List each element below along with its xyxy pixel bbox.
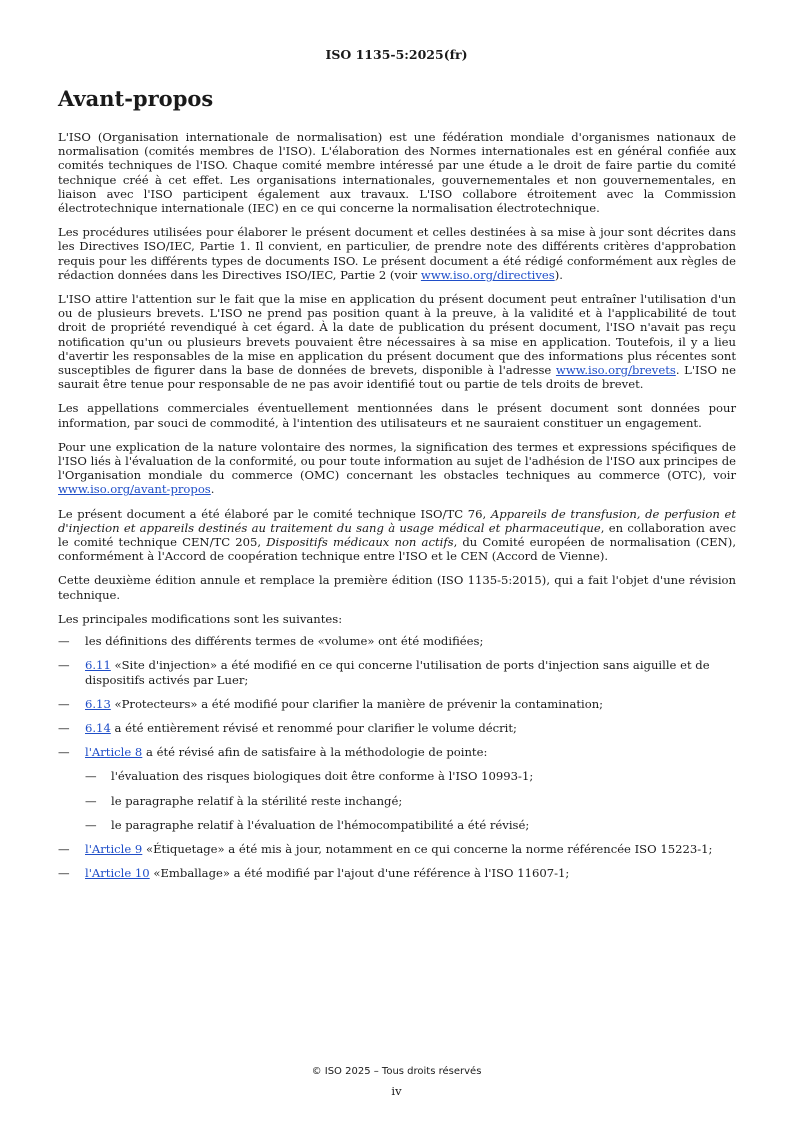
list-item: — 6.14 a été entièrement révisé et renommé pour clarifier le volume décrit;: [58, 720, 517, 735]
link-clause-6-14[interactable]: 6.14: [85, 720, 111, 735]
paragraph-iso-intro: L'ISO (Organisation internationale de normalisation) est une fédération mondiale d'organismes nationaux de normalisation (comités membres de l'ISO). L'élaboration des Normes internationales est en général confiée aux comités techniques de l'ISO. Chaque comité membre intéressé par une étude a le droit de faire partie du comité technique créé à cet effet. Les organisations internationales, gouvernementales et non gouvernementales, en liaison avec l'ISO participent également aux travaux. L'ISO collabore étroitement avec la Commission électrotechnique internationale (IEC) en ce qui concerne la normalisation électrotechnique.: [58, 130, 736, 216]
list-item: — l'Article 9 «Étiquetage» a été mis à jour, notamment en ce qui concerne la norme référencée ISO 15223-1;: [58, 841, 713, 856]
link-directives[interactable]: www.iso.org/directives: [420, 267, 555, 282]
list-item: — l'Article 10 «Emballage» a été modifié par l'ajout d'une référence à l'ISO 11607-1;: [58, 866, 570, 881]
list-item: — les définitions des différents termes de «volume» ont été modifiées;: [58, 634, 484, 649]
sub-list-item: — le paragraphe relatif à l'évaluation de l'hémocompatibilité a été révisé;: [85, 817, 530, 832]
paragraph-voluntary-nature: Pour une explication de la nature volontaire des normes, la signification des termes et expressions spécifiques de l'ISO liés à l'évaluation de la conformité, ou pour toute information au sujet de l'adhésion de l'ISO aux principes de l'Organisation mondiale du commerce (OMC) concernant les obstacles techniques au commerce (OTC), voir www.iso.org/avant-propos.: [58, 439, 736, 497]
sub-list-item: — l'évaluation des risques biologiques doit être conforme à l'ISO 10993-1;: [85, 769, 534, 784]
paragraph-procedures: Les procédures utilisées pour élaborer le présent document et celles destinées à sa mise à jour sont décrites dans les Directives ISO/IEC, Partie 1. Il convient, en particulier, de prendre note des différents critères d'approbation requis pour les différents types de documents ISO. Le présent document a été rédigé conformément aux règles de rédaction données dans les Directives ISO/IEC, Partie 2 (voir www.iso.org/directives).: [58, 225, 736, 282]
copyright-footer: © ISO 2025 – Tous droits réservés: [311, 1066, 482, 1077]
list-item: — l'Article 8 a été révisé afin de satisfaire à la méthodologie de pointe:: [58, 745, 488, 760]
page-number: iv: [391, 1084, 402, 1098]
paragraph-committee: Le présent document a été élaboré par le comité technique ISO/TC 76, Appareils de transfusion, de perfusion et d'injection et appareils destinés au traitement du sang à usage médical et pharmaceutique, en collaboration avec le comité technique CEN/TC 205, Dispositifs médicaux non actifs, du Comité européen de normalisation (CEN), conformément à l'Accord de coopération technique entre l'ISO et le CEN (Accord de Vienne).: [58, 506, 736, 564]
paragraph-changes-intro: Les principales modifications sont les suivantes:: [58, 611, 343, 626]
link-clause-6-11[interactable]: 6.11: [85, 658, 111, 673]
page-title: Avant-propos: [58, 86, 214, 111]
link-article-8[interactable]: l'Article 8: [85, 745, 143, 760]
list-item: — 6.13 «Protecteurs» a été modifié pour clarifier la manière de prévenir la contamination;: [58, 696, 604, 711]
paragraph-edition: Cette deuxième édition annule et remplace la première édition (ISO 1135-5:2015), qui a fait l'objet d'une révision technique.: [58, 573, 736, 602]
link-article-10[interactable]: l'Article 10: [85, 866, 150, 881]
sub-list-item: — le paragraphe relatif à la stérilité reste inchangé;: [85, 793, 403, 808]
paragraph-patents: L'ISO attire l'attention sur le fait que la mise en application du présent document peut entraîner l'utilisation d'un ou de plusieurs brevets. L'ISO ne prend pas position quant à la preuve, à la validité et à l'applicabilité de tout droit de propriété revendiqué à cet égard. À la date de publication du présent document, l'ISO n'avait pas reçu notification qu'un ou plusieurs brevets pouvaient être nécessaires à sa mise en application. Toutefois, il y a lieu d'avertir les responsables de la mise en application du présent document que des informations plus récentes sont susceptibles de figurer dans la base de données de brevets, disponible à l'adresse www.iso.org/brevets. L'ISO ne saurait être tenue pour responsable de ne pas avoir identifié tout ou partie de tels droits de brevet.: [58, 292, 736, 392]
document-header: ISO 1135-5:2025(fr): [325, 47, 468, 62]
link-article-9[interactable]: l'Article 9: [85, 841, 143, 856]
foreword-body: [58, 130, 736, 890]
link-brevets[interactable]: www.iso.org/brevets: [555, 363, 676, 378]
paragraph-trade-names: Les appellations commerciales éventuellement mentionnées dans le présent document sont données pour information, par souci de commodité, à l'intention des utilisateurs et ne sauraient constituer un engagement.: [58, 401, 736, 430]
link-clause-6-13[interactable]: 6.13: [85, 696, 111, 711]
list-item: — 6.11 «Site d'injection» a été modifié en ce qui concerne l'utilisation de ports d'injection sans aiguille et de dispositifs activés par Luer;: [58, 658, 710, 687]
link-avant-propos[interactable]: www.iso.org/avant-propos: [58, 482, 211, 497]
changes-list: [58, 634, 736, 880]
